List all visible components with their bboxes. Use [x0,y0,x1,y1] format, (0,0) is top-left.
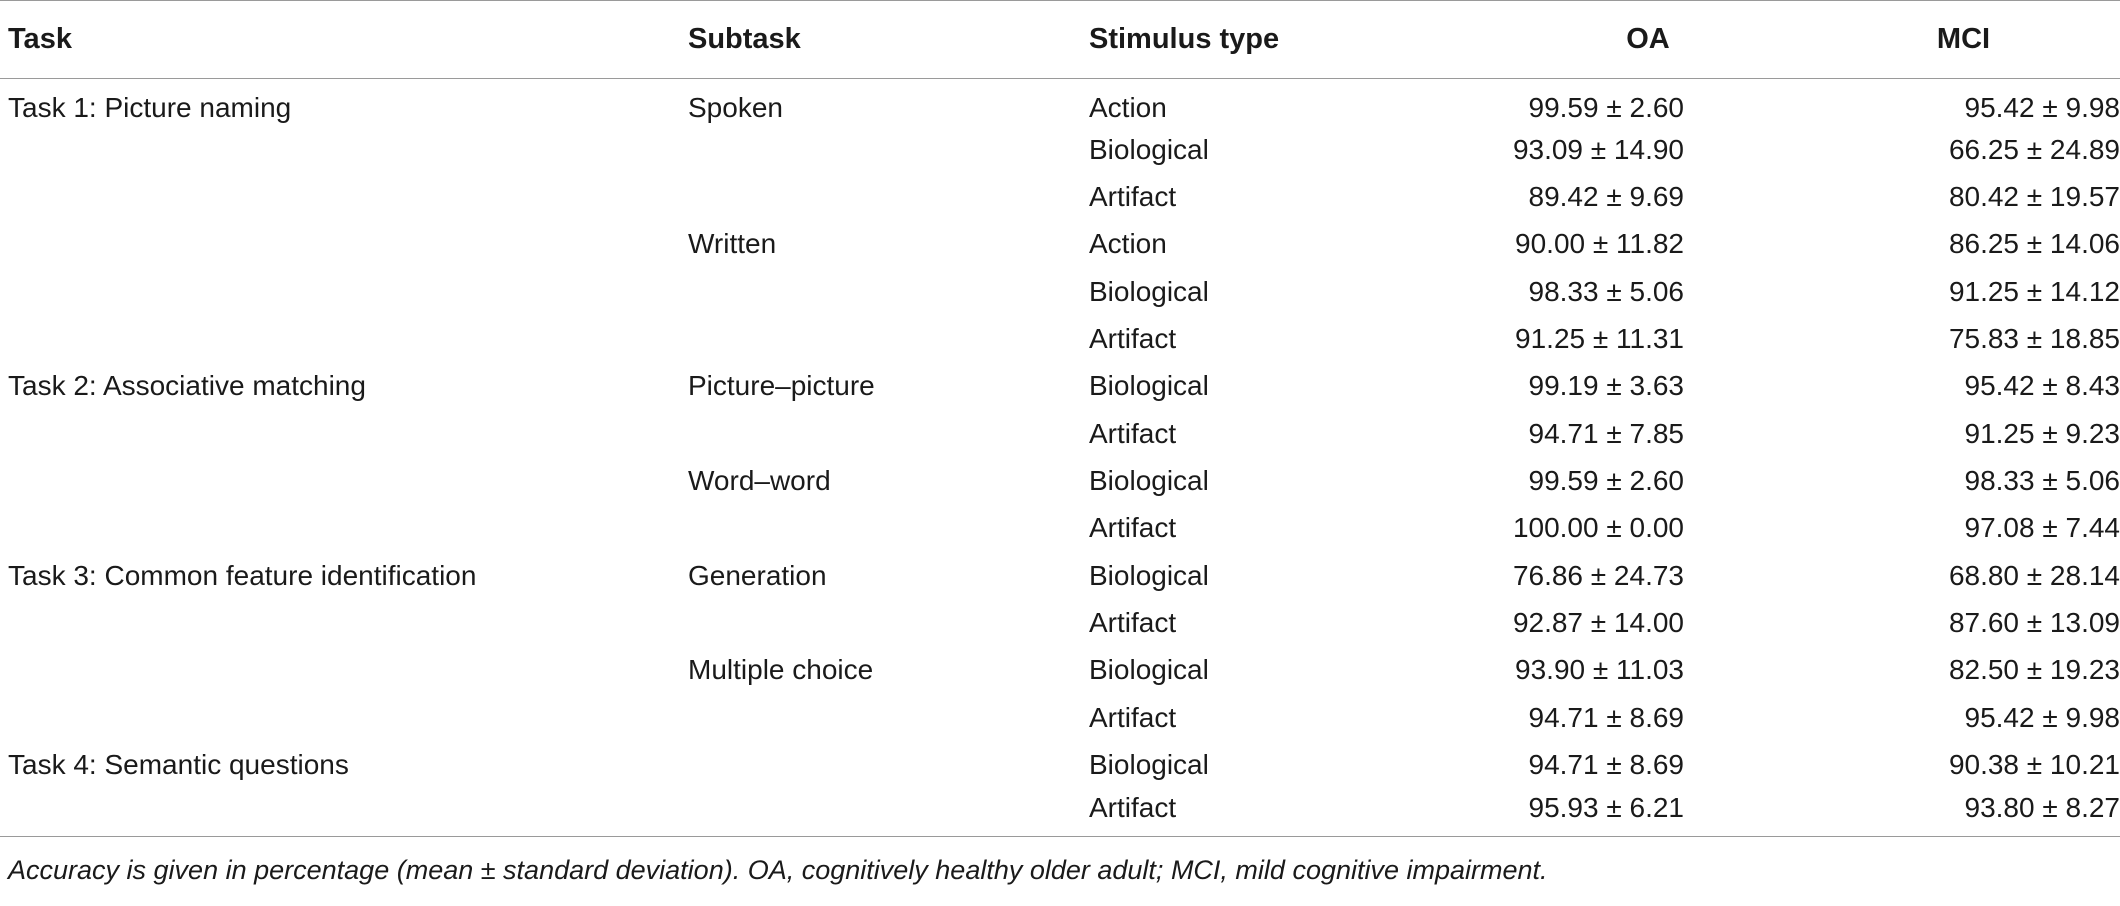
cell-mci: 98.33 ± 5.06 [1964,464,2120,496]
header-task: Task [0,1,688,79]
cell-oa: 76.86 ± 24.73 [1512,559,1684,591]
cell-stimulus-type: Artifact [1089,512,1177,544]
cell-subtask [688,126,1089,173]
table-row [0,315,2120,362]
cell-subtask: Spoken [688,92,783,124]
cell-oa: 99.19 ± 3.63 [1528,370,1684,402]
cell-subtask [688,741,1089,788]
cell-subtask [688,410,1089,457]
table-row [0,505,2120,552]
cell-subtask [688,173,1089,220]
cell-oa: 98.33 ± 5.06 [1528,275,1684,307]
cell-stimulus-type: Biological [1089,654,1209,686]
cell-task [0,789,688,836]
cell-mci: 95.42 ± 8.43 [1964,370,2120,402]
cell-stimulus-type: Action [1089,228,1167,260]
cell-oa: 99.59 ± 2.60 [1528,464,1684,496]
cell-task [0,599,688,646]
cell-oa: 89.42 ± 9.69 [1528,180,1684,212]
cell-mci: 68.80 ± 28.14 [1948,559,2120,591]
cell-task [0,126,688,173]
cell-subtask [688,789,1089,836]
cell-task: Task 2: Associative matching [8,370,366,402]
cell-task [0,410,688,457]
cell-task: Task 4: Semantic questions [8,748,349,780]
cell-oa: 94.71 ± 8.69 [1528,748,1684,780]
cell-mci: 86.25 ± 14.06 [1948,228,2120,260]
header-mci: MCI [1807,1,2120,79]
table-row [0,741,2120,788]
cell-task [0,173,688,220]
cell-oa: 100.00 ± 0.00 [1512,512,1684,544]
table-row [0,694,2120,741]
cell-stimulus-type: Action [1089,92,1167,124]
cell-task: Task 1: Picture naming [8,92,292,124]
cell-mci: 90.38 ± 10.21 [1948,748,2120,780]
table-row [0,126,2120,173]
cell-stimulus-type: Artifact [1089,701,1177,733]
cell-stimulus-type: Biological [1089,275,1209,307]
cell-mci: 91.25 ± 14.12 [1948,275,2120,307]
cell-task [0,694,688,741]
table-header [0,1,2120,79]
table-row [0,552,2120,599]
cell-task: Task 3: Common feature identification [8,559,477,591]
table-row [0,599,2120,646]
cell-subtask [688,268,1089,315]
cell-oa: 93.90 ± 11.03 [1515,654,1684,686]
cell-oa: 94.71 ± 7.85 [1528,417,1684,449]
table-row [0,789,2120,836]
cell-stimulus-type: Biological [1089,748,1209,780]
cell-stimulus-type: Biological [1089,464,1209,496]
cell-oa: 90.00 ± 11.82 [1515,228,1684,260]
cell-task [0,221,688,268]
header-subtask: Subtask [688,1,1089,79]
cell-mci: 75.83 ± 18.85 [1948,322,2120,354]
header-stimulus-type: Stimulus type [1089,1,1489,79]
cell-task [0,457,688,504]
cell-subtask [688,315,1089,362]
table-row [0,363,2120,410]
cell-oa: 95.93 ± 6.21 [1489,789,1807,836]
cell-subtask: Word–word [688,464,831,496]
cell-mci: 82.50 ± 19.23 [1948,654,2120,686]
cell-task [0,315,688,362]
cell-mci: 95.42 ± 9.98 [1964,701,2120,733]
cell-mci: 95.42 ± 9.98 [1964,92,2120,124]
cell-subtask: Written [688,228,777,260]
cell-stimulus-type: Biological [1089,133,1209,165]
cell-oa: 99.59 ± 2.60 [1528,92,1684,124]
cell-mci: 87.60 ± 13.09 [1948,606,2120,638]
cell-mci: 80.42 ± 19.57 [1948,180,2120,212]
header-row [0,1,2120,79]
cell-oa: 93.09 ± 14.90 [1512,133,1684,165]
cell-stimulus-type: Artifact [1089,789,1489,836]
table-row [0,647,2120,694]
cell-task [0,505,688,552]
cell-task [0,647,688,694]
cell-oa: 91.25 ± 11.31 [1515,322,1684,354]
cell-stimulus-type: Biological [1089,559,1209,591]
table-body [0,79,2120,837]
table-row [0,173,2120,220]
cell-subtask [688,599,1089,646]
table-row [0,221,2120,268]
cell-subtask: Generation [688,559,827,591]
table-footnote: Accuracy is given in percentage (mean ± standard deviation). OA, cognitively healthy older adult; MCI, mild cognitive impairment. [8,855,1548,885]
cell-mci: 91.25 ± 9.23 [1964,417,2120,449]
cell-task [0,268,688,315]
table-row [0,79,2120,126]
cell-oa: 94.71 ± 8.69 [1528,701,1684,733]
cell-subtask [688,505,1089,552]
cell-stimulus-type: Artifact [1089,180,1177,212]
table-row [0,268,2120,315]
cell-stimulus-type: Artifact [1089,417,1177,449]
cell-mci: 93.80 ± 8.27 [1807,789,2120,836]
cell-mci: 97.08 ± 7.44 [1964,512,2120,544]
cell-oa: 92.87 ± 14.00 [1512,606,1684,638]
cell-stimulus-type: Artifact [1089,606,1177,638]
cell-subtask: Picture–picture [688,370,875,402]
cell-mci: 66.25 ± 24.89 [1948,133,2120,165]
cell-stimulus-type: Biological [1089,370,1209,402]
table-row [0,410,2120,457]
header-oa: OA [1489,1,1807,79]
cell-stimulus-type: Artifact [1089,322,1177,354]
table-row [0,457,2120,504]
cell-subtask [688,694,1089,741]
cell-subtask: Multiple choice [688,654,874,686]
